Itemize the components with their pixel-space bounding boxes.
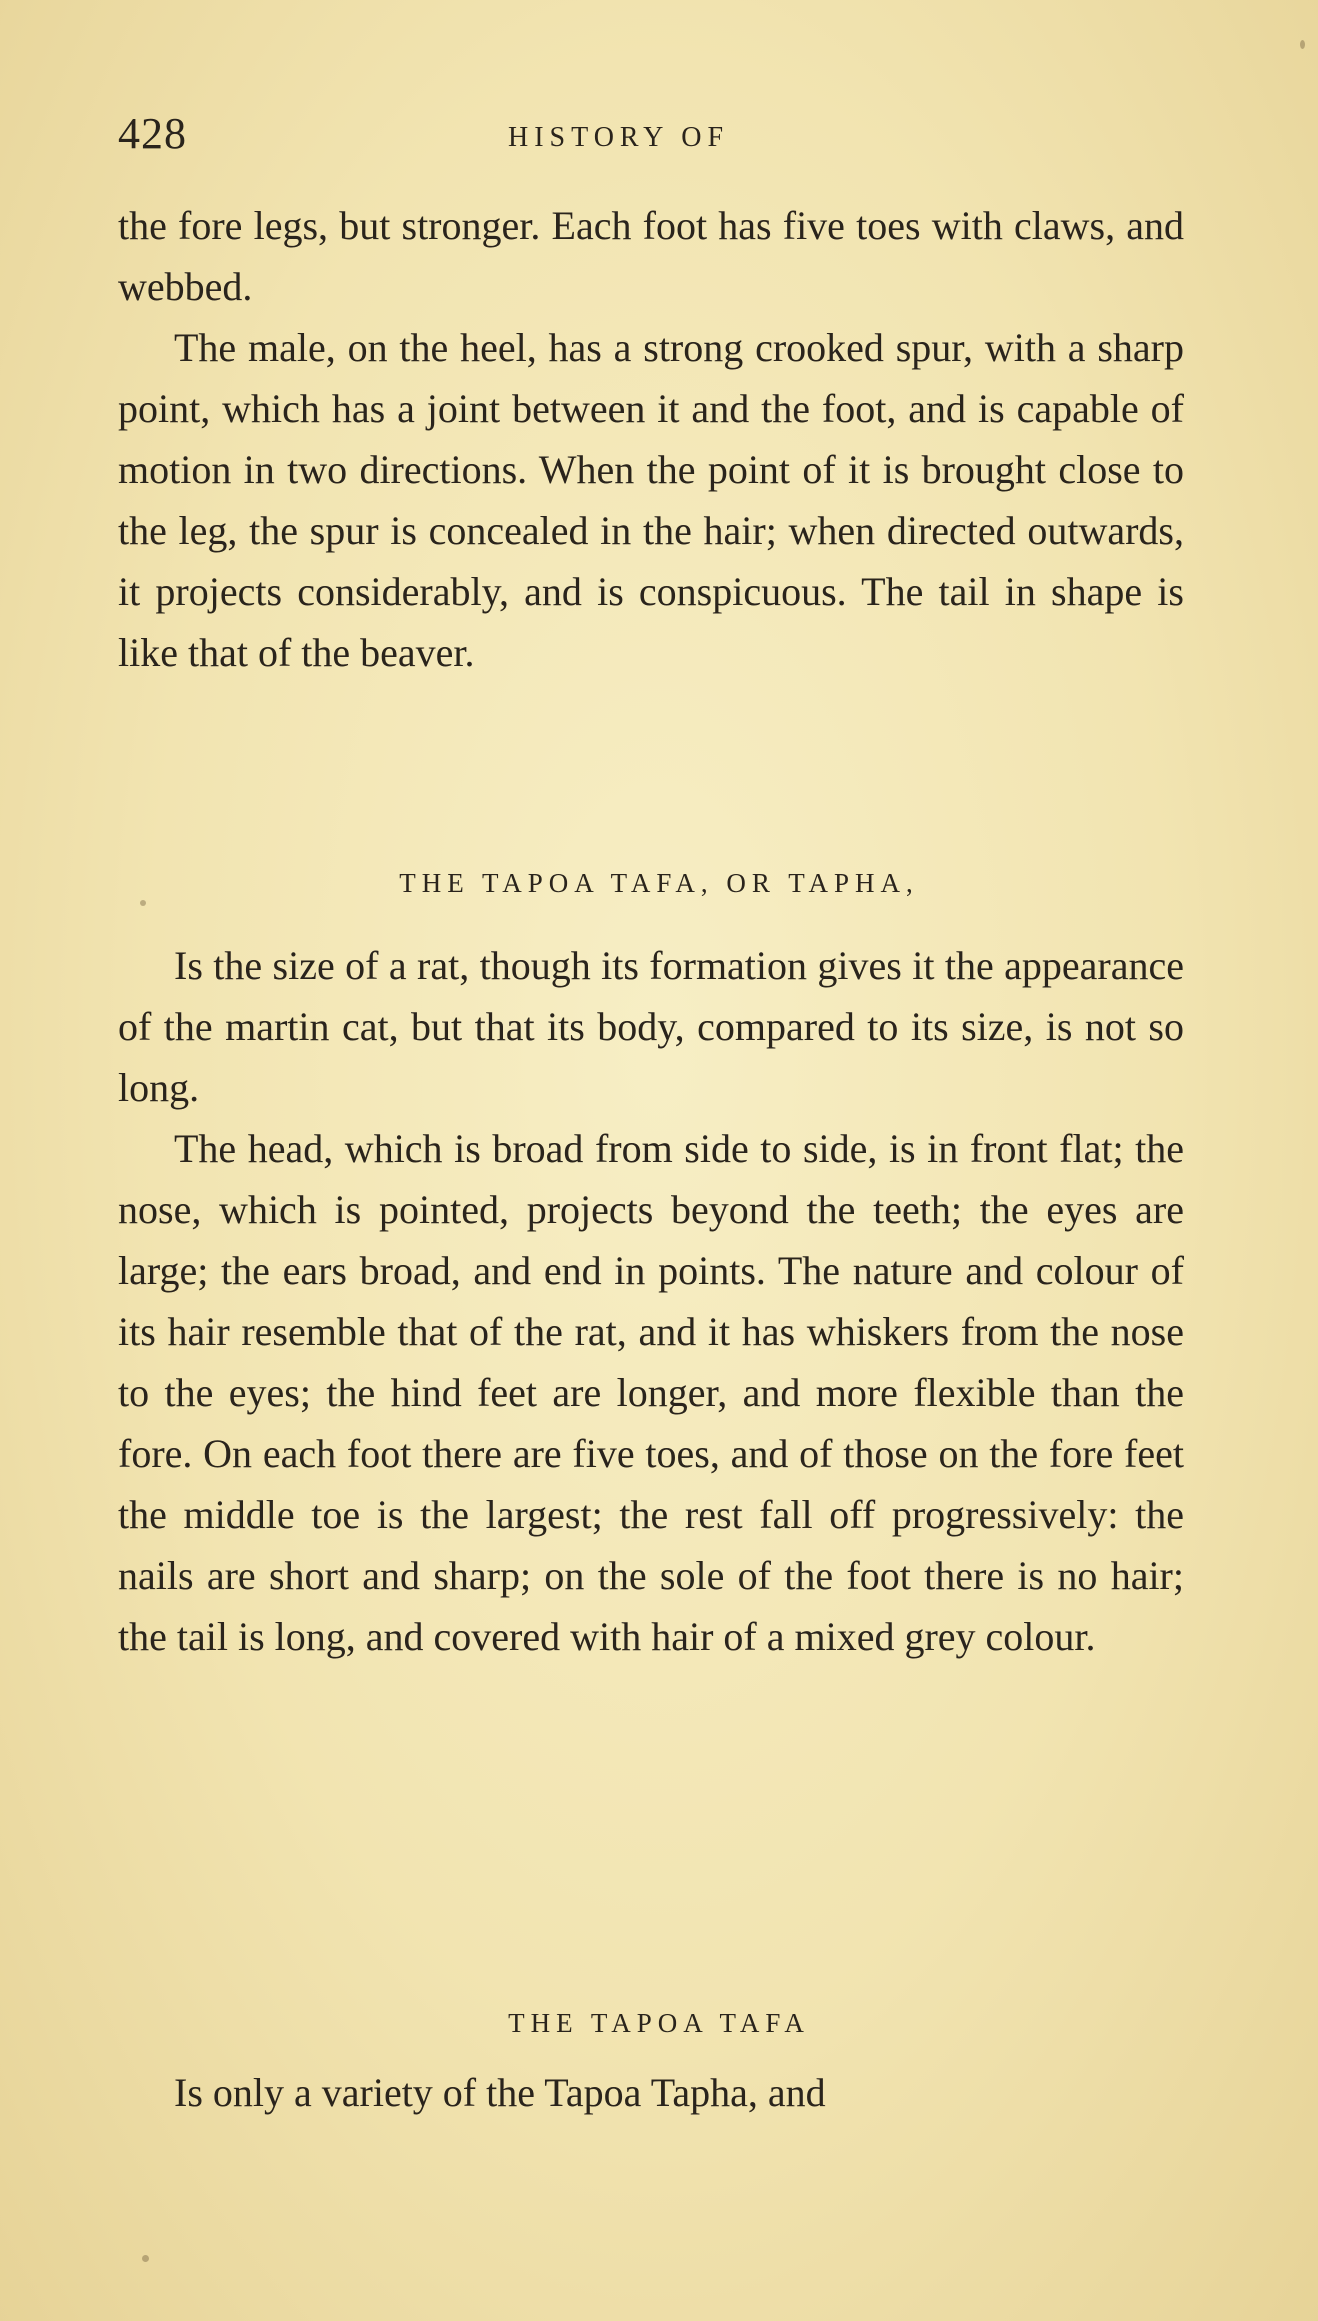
paragraph-male-spur: The male, on the heel, has a strong crooked spur, with a sharp point, which has a joint between it and the foot, and is capable of motion in two directions. When the point of it is brought close to the leg, the spur is concealed in the hair; when directed outwards, it projects considerably, and is conspicuous. The tail in shape is like that of the beaver. [118, 325, 1184, 675]
paper-speck [142, 2255, 149, 2262]
text-block-tapoa-tapha [118, 935, 1184, 1667]
page-number: 428 [118, 109, 187, 158]
text-block-variety [118, 2062, 1184, 2123]
paragraph-size: Is the size of a rat, though its formation gives it the appearance of the martin cat, but that its body, compared to its size, is not so long. [118, 943, 1184, 1110]
paragraph-variety: Is only a variety of the Tapoa Tapha, and [174, 2070, 826, 2115]
section-heading-tapoa-tafa-or-tapha: THE TAPOA TAFA, OR TAPHA, [399, 868, 919, 898]
paper-speck [1300, 40, 1305, 49]
paragraph-continuation: the fore legs, but stronger. Each foot has five toes with claws, and webbed. [118, 203, 1184, 309]
running-head: HISTORY OF [508, 122, 730, 153]
paper-speck [140, 900, 146, 906]
text-block-continuation [118, 195, 1184, 683]
paragraph-head-description: The head, which is broad from side to side, is in front flat; the nose, which is pointed, projects beyond the teeth; the eyes are large; the ears broad, and end in points. The nature and colour of its hair resemble that of the rat, and it has whiskers from the nose to the eyes; the hind feet are longer, and more flexible than the fore. On each foot there are five toes, and of those on the fore feet the middle toe is the largest; the rest fall off progressively: the nails are short and sharp; on the sole of the foot there is no hair; the tail is long, and covered with hair of a mixed grey colour. [118, 1126, 1184, 1659]
section-heading-tapoa-tafa: THE TAPOA TAFA [508, 2008, 810, 2038]
page-header [118, 108, 1198, 168]
